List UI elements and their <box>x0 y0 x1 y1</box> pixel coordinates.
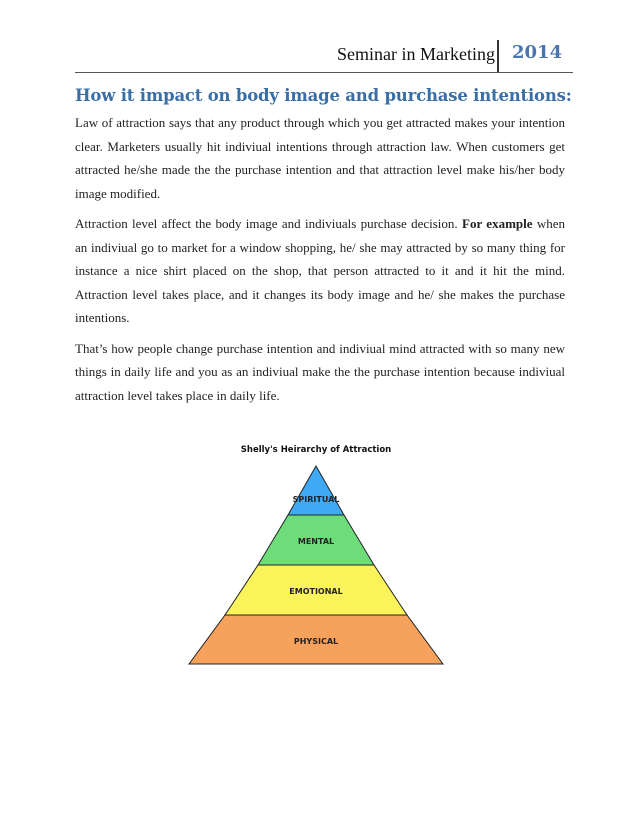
figure-title: Shelly's Heirarchy of Attraction <box>240 445 392 455</box>
level-label-spiritual: SPIRITUAL <box>292 495 340 504</box>
page-header <box>0 36 638 72</box>
paragraph-2-text-end: when an indiviual go to market for a window shopping, he/ she may attracted by so many thing for instance a nice shirt placed on the shop, that person attracted to it and it hit the mind. Attraction level takes place, and it changes its body image and he/ she makes the purchase intentions. <box>75 216 565 325</box>
header-rule <box>75 72 573 73</box>
section-heading: How it impact on body image and purchase intentions: <box>75 86 572 105</box>
paragraph-2-emphasis: For example <box>462 216 533 231</box>
level-label-emotional: EMOTIONAL <box>289 587 343 596</box>
paragraph-2 <box>75 212 565 330</box>
main-content <box>75 86 572 414</box>
level-label-physical: PHYSICAL <box>293 637 339 646</box>
pyramid-level-spiritual <box>288 466 344 515</box>
paragraph-3: That’s how people change purchase intention and indiviual mind attracted with so many new things in daily life and you as an indiviual make the the purchase intention because indiviual attraction level takes place in daily life. <box>75 340 565 403</box>
pyramid-figure <box>185 440 447 668</box>
paragraph-2-text-start: Attraction level affect the body image and indiviuals purchase decision. <box>75 216 462 231</box>
header-year: 2014 <box>512 42 563 63</box>
header-title: Seminar in Marketing <box>337 44 495 64</box>
level-label-mental: MENTAL <box>297 537 335 546</box>
header-divider <box>497 40 499 72</box>
paragraph-1: Law of attraction says that any product through which you get attracted makes your intention clear. Marketers usually hit indiviual intentions through attraction law. When customers get attracted he/she made the the purchase intention and that attraction level make his/her body image modified. <box>75 115 565 201</box>
pyramid-svg <box>185 440 447 668</box>
